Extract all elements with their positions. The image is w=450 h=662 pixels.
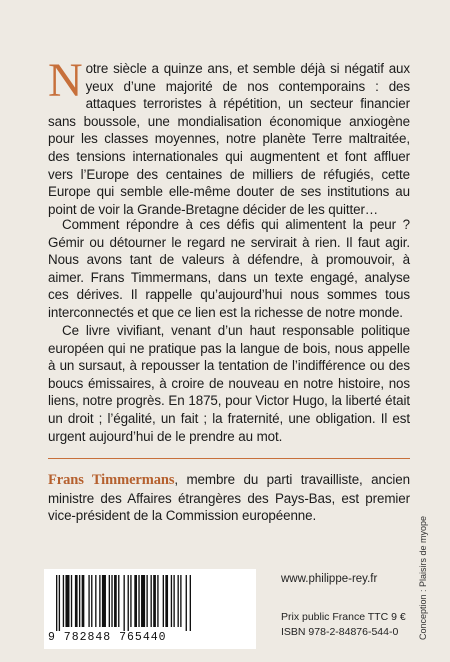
isbn-label: ISBN 978-2-84876-544-0 xyxy=(281,626,399,638)
barcode-bar xyxy=(65,575,69,627)
barcode-bar xyxy=(173,575,174,627)
barcode xyxy=(44,569,256,649)
publisher-website[interactable]: www.philippe-rey.fr xyxy=(281,573,378,585)
section-divider xyxy=(48,458,410,459)
author-bio-text: , membre du parti travailliste, ancien ministre des Affaires étrangères des Pays-Bas, est premier vice-président de la Commission européenne. xyxy=(48,472,411,524)
barcode-bar xyxy=(151,575,152,627)
design-credit: Conception : Plaisirs de myope xyxy=(418,515,428,640)
barcode-bar xyxy=(111,575,112,627)
barcode-bar xyxy=(88,575,89,627)
barcode-bar xyxy=(56,575,57,631)
barcode-bar xyxy=(138,575,139,627)
barcode-bar xyxy=(59,575,60,631)
barcode-bar xyxy=(190,575,191,631)
barcode-bar xyxy=(153,575,156,627)
intro-text: otre siècle a quinze ans, et semble déjà si négatif aux yeux d’une majorité de nos contemporains : des attaques terroristes à répétition, un secteur financier sans boussole, une mondialisation économique anxiogène pour les classes moyennes, notre planète Terre maltraitée, des tensions internationales qui augmentent et font affluer vers l’Europe des centaines de milliers de réfugiés, cette Europe qui semble elle-même douter de ses institutions au point de voir la Grande-Bretagne décider de les quitter… xyxy=(48,61,410,217)
barcode-bar xyxy=(75,575,78,627)
barcode-bar xyxy=(71,575,72,627)
barcode-bar xyxy=(141,575,145,627)
author-bio xyxy=(48,471,410,525)
barcode-bar xyxy=(79,575,80,627)
barcode-bar xyxy=(102,575,106,627)
barcode-bar xyxy=(146,575,147,627)
barcode-bar xyxy=(124,575,125,631)
barcode-bars xyxy=(56,575,246,631)
barcode-bar xyxy=(178,575,179,627)
body-paragraph-3 xyxy=(48,322,410,445)
drop-cap: N xyxy=(48,54,83,107)
barcode-bar xyxy=(130,575,131,627)
barcode-bar xyxy=(99,575,100,627)
barcode-bar xyxy=(118,575,119,627)
barcode-bar xyxy=(128,575,129,631)
barcode-bar xyxy=(186,575,187,631)
barcode-bar xyxy=(91,575,92,627)
paragraph-3-text: Ce livre vivifiant, venant d’un haut responsable politique européen qui ne pratique pas la langue de bois, nous appelle à un sursaut, à repousser la tentation de l’indifférence ou des boucs émissaires, à croire de nouveau en notre histoire, nos liens, notre progrès. En 1875, pour Victor Hugo, la liberté était un droit ; l’égalité, un fait ; la fraternité, une obligation. Il est urgent aujourd’hui de le prendre au mot. xyxy=(48,323,410,444)
paragraph-2-text: Comment répondre à ces défis qui alimentent la peur ? Gémir ou détourner le regard ne servirait à rien. Il faut agir. Nous avons tant de valeurs à défendre, à promouvoir, à aimer. Frans Timmermans, dans un texte engagé, analyse ces dérives. Il rappelle qu’aujourd’hui nous sommes tous interconnectés et que ce lien est la richesse de notre monde. xyxy=(48,217,410,320)
barcode-bar xyxy=(165,575,168,627)
body-paragraph-2 xyxy=(48,216,410,322)
author-name: Frans Timmermans xyxy=(48,472,175,488)
barcode-bar xyxy=(63,575,64,627)
barcode-digits: 9 782848 765440 xyxy=(48,631,167,644)
price-label: Prix public France TTC 9 € xyxy=(281,611,406,623)
barcode-bar xyxy=(180,575,181,627)
barcode-bar xyxy=(157,575,158,627)
barcode-bar xyxy=(134,575,137,627)
intro-paragraph xyxy=(48,54,410,218)
barcode-bar xyxy=(82,575,85,627)
barcode-bar xyxy=(163,575,164,627)
barcode-bar xyxy=(95,575,96,627)
barcode-bar xyxy=(114,575,117,627)
barcode-bar xyxy=(109,575,110,627)
barcode-bar xyxy=(171,575,172,627)
